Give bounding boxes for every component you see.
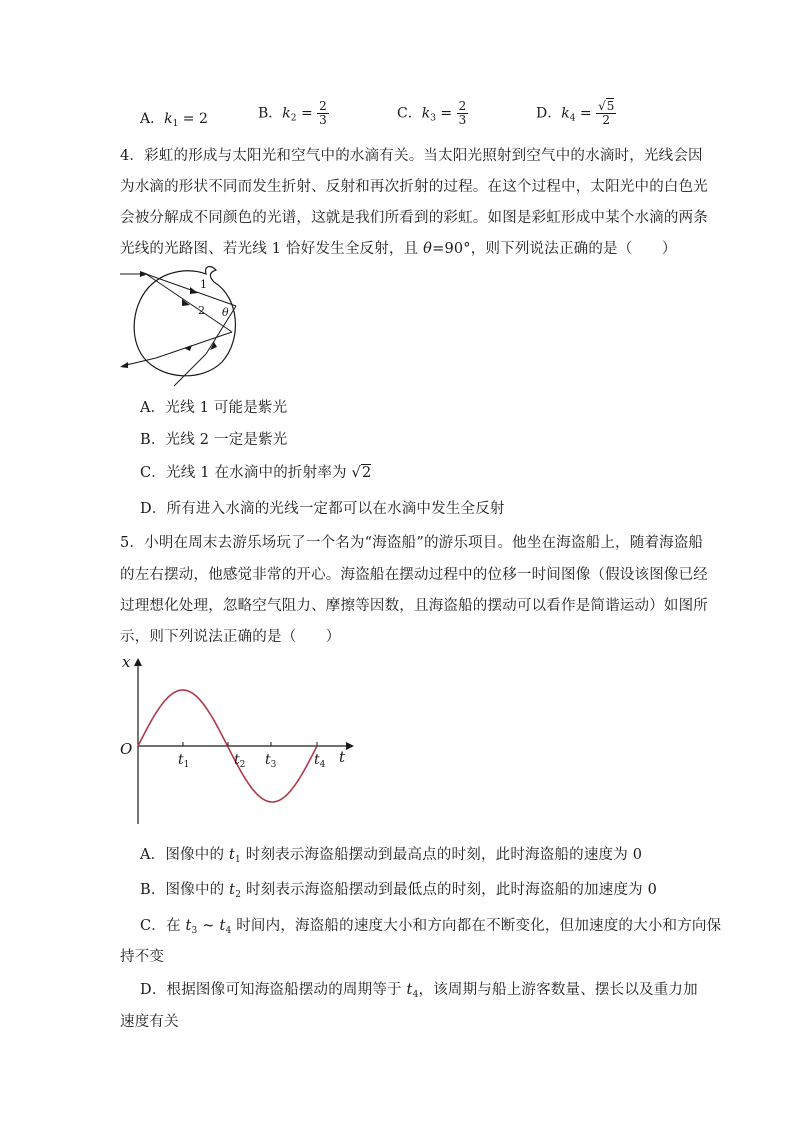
- theta-label: θ: [222, 306, 229, 319]
- exit-ray-1: [174, 354, 206, 386]
- k-subscript: 4: [569, 113, 576, 124]
- tick-sub: 3: [270, 760, 277, 770]
- numerator: 2: [319, 99, 327, 113]
- option-text: D．根据图像可知海盗船摆动的周期等于: [140, 982, 407, 998]
- ray-reflect-arrow-2-icon: [184, 345, 192, 351]
- ray-1-arrow-icon: [190, 287, 198, 294]
- t-subscript: 4: [412, 990, 419, 1000]
- tick-sub: 1: [183, 760, 190, 770]
- option-prefix: D．: [536, 105, 562, 122]
- q4-stem-line-3: 会被分解成不同颜色的光谱，这就是我们所看到的彩虹。如图是彩虹形成中某个水滴的两条: [120, 210, 708, 226]
- t-subscript: 3: [191, 926, 198, 936]
- ray-label-2: 2: [198, 304, 205, 317]
- denominator: 3: [458, 113, 467, 127]
- option-text: B．图像中的: [140, 882, 230, 898]
- q4-option-c: C．光线 1 在水滴中的折射率为 √2: [140, 465, 372, 481]
- q4-option-a: A．光线 1 可能是紫光: [140, 400, 288, 416]
- tick-label-t4: [314, 752, 326, 770]
- stem-text: 光线的光路图、若光线 1 恰好发生全反射，且: [120, 241, 424, 257]
- x-axis-label: t: [339, 748, 346, 766]
- displacement-time-graph: [114, 650, 364, 828]
- q4-stem-line-1: 4．彩虹的形成与太阳光和空气中的水滴有关。当太阳光照射到空气中的水滴时，光线会因: [120, 148, 703, 164]
- q3-option-d: [536, 100, 616, 127]
- option-prefix: C．: [397, 105, 422, 122]
- k-symbol: k: [421, 105, 431, 122]
- tick-t: t: [265, 752, 271, 768]
- t-subscript: 4: [225, 926, 232, 936]
- ray-label-1: 1: [200, 278, 207, 291]
- fraction: [457, 100, 469, 127]
- option-text: 时间内，海盗船的速度大小和方向都在不断变化，但加速度的大小和方向保: [231, 918, 722, 934]
- option-prefix: A．: [140, 111, 165, 127]
- k-symbol: k: [561, 105, 570, 122]
- q3-option-c: [397, 100, 468, 127]
- raindrop-ray-diagram: [118, 262, 258, 390]
- q4-option-d: D．所有进入水滴的光线一定都可以在水滴中发生全反射: [140, 501, 505, 517]
- fraction: [317, 100, 329, 127]
- q5-option-b: [140, 878, 657, 900]
- t-subscript: 1: [235, 855, 241, 865]
- ray-2-refracted: [146, 274, 232, 332]
- q4-stem-line-4: [120, 237, 677, 258]
- option-text: C．光线 1 在水滴中的折射率为: [140, 465, 352, 481]
- numerator: 2: [458, 99, 467, 113]
- t-symbol: t: [219, 918, 226, 934]
- q5-stem-line-4: 示，则下列说法正确的是（ ）: [120, 629, 341, 645]
- k-symbol: k: [282, 105, 291, 122]
- option-prefix: B．: [258, 105, 283, 122]
- q5-stem-line-3: 过理想化处理，忽略空气阻力、摩擦等因数，且海盗船的摆动可以看作是简谐运动）如图所: [120, 598, 708, 614]
- tick-t: t: [178, 752, 184, 768]
- equals-sign: =: [435, 105, 457, 122]
- q4-option-b: B．光线 2 一定是紫光: [140, 432, 288, 448]
- tick-label-t3: [265, 752, 277, 770]
- option-text: 时刻表示海盗船摆动到最低点的时刻，此时海盗船的加速度为 0: [241, 882, 658, 898]
- q5-option-d: [140, 978, 698, 1000]
- radicand: 5: [606, 99, 615, 113]
- q5-option-a: [140, 843, 642, 865]
- numerator: √5: [598, 99, 615, 113]
- t-symbol: t: [406, 982, 413, 998]
- t-symbol: t: [228, 847, 236, 863]
- tick-label-t2: [234, 752, 245, 770]
- t-symbol: t: [229, 882, 236, 898]
- exit-arrow-icon: [120, 362, 128, 368]
- y-axis-label: x: [122, 653, 131, 671]
- denominator: 2: [602, 113, 611, 127]
- y-axis-arrow-icon: [134, 658, 142, 666]
- option-text: A．图像中的: [140, 847, 229, 863]
- tick-sub: 4: [319, 760, 326, 770]
- q4-stem-line-2: 为水滴的形状不同而发生折射、反射和再次折射的过程。在这个过程中，太阳光中的白色光: [120, 179, 708, 195]
- tick-t: t: [314, 752, 320, 768]
- option-text: 时刻表示海盗船摆动到最高点的时刻，此时海盗船的速度为 0: [240, 847, 643, 863]
- q3-option-b: [258, 100, 329, 127]
- equals-sign: =: [296, 105, 318, 122]
- k-subscript: 3: [430, 113, 436, 124]
- tick-t: t: [234, 752, 240, 768]
- option-text: C．在: [140, 918, 186, 934]
- fraction: [596, 100, 616, 127]
- tick-sub: 2: [239, 760, 246, 770]
- ray-2-reflected: [156, 332, 232, 358]
- radicand: 2: [362, 465, 372, 481]
- denominator: 3: [319, 113, 327, 127]
- option-value: = 2: [178, 111, 208, 127]
- tilde: ~: [197, 918, 220, 934]
- k-subscript: 1: [172, 119, 179, 129]
- stem-text: =90°，则下列说法正确的是（ ）: [432, 241, 677, 257]
- origin-label: O: [120, 740, 133, 758]
- q5-stem-line-2: 的左右摆动，他感觉非常的开心。海盗船在摆动过程中的位移一时间图像（假设该图像已经: [120, 567, 708, 583]
- k-symbol: k: [164, 111, 173, 127]
- t-symbol: t: [185, 918, 192, 934]
- t-subscript: 2: [235, 890, 242, 900]
- option-text: ，该周期与船上游客数量、摆长以及重力加: [418, 982, 698, 998]
- tick-label-t1: [178, 752, 189, 770]
- q5-stem-line-1: 5．小明在周末去游乐场玩了一个名为“海盗船”的游乐项目。他坐在海盗船上，随着海盗船: [120, 535, 704, 551]
- equals-sign: =: [575, 105, 597, 122]
- q3-option-a: [140, 108, 208, 129]
- k-subscript: 2: [290, 113, 297, 124]
- q5-option-d-line-2: 速度有关: [120, 1014, 179, 1030]
- q5-option-c-line-2: 持不变: [120, 949, 165, 965]
- x-axis-arrow-icon: [346, 742, 354, 750]
- q5-option-c: [140, 914, 721, 936]
- theta-symbol: θ: [423, 241, 433, 257]
